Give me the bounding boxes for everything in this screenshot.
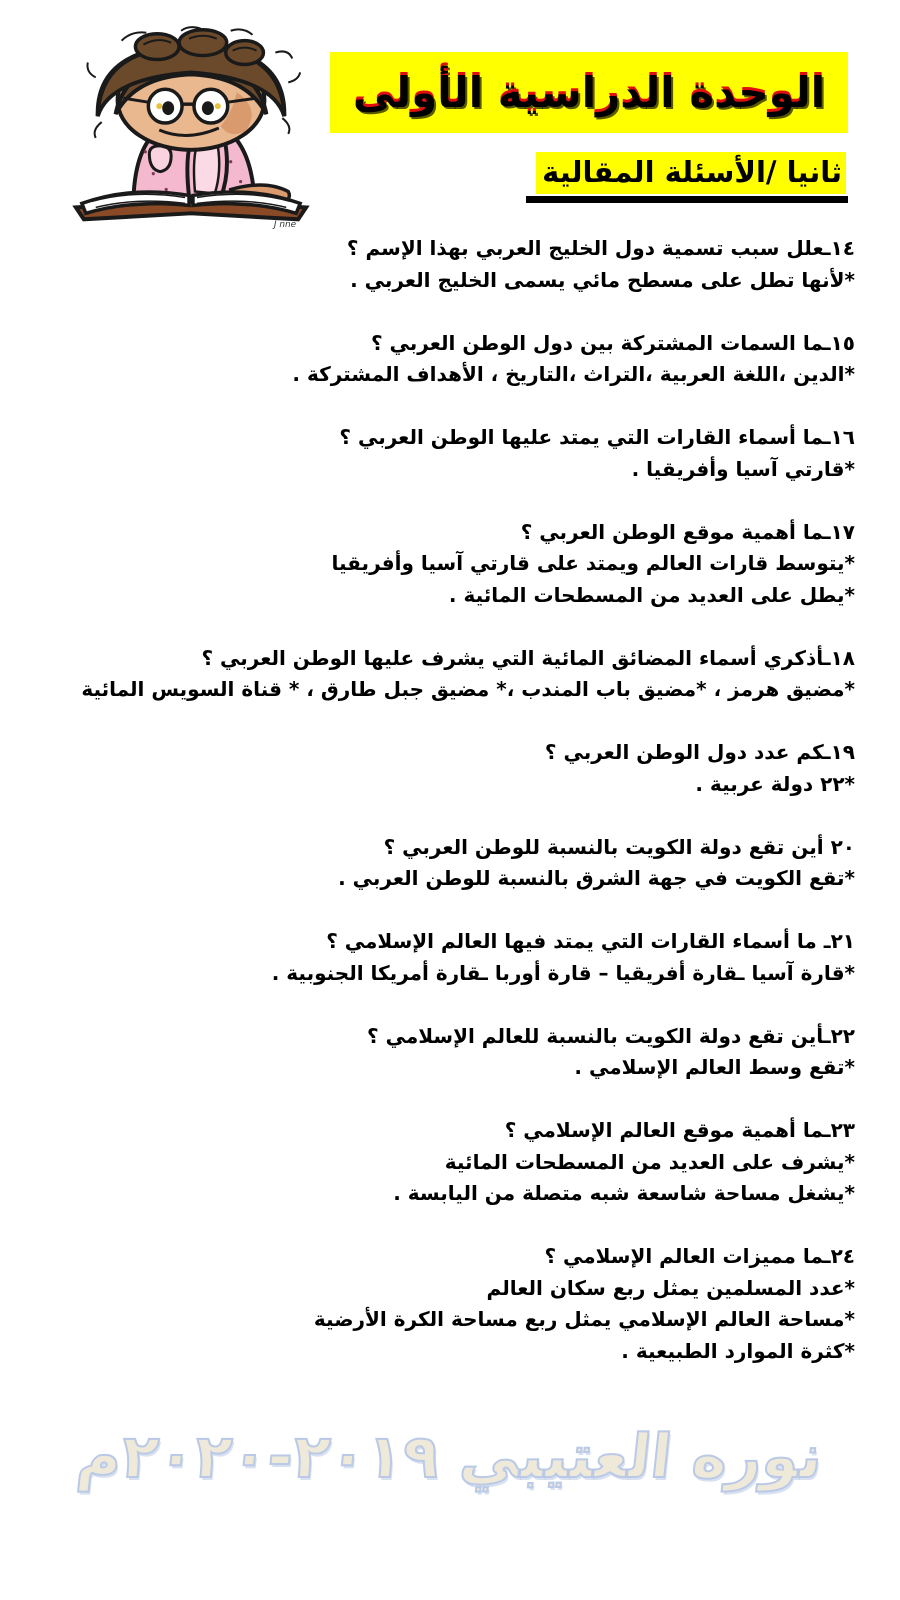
qa-block (40, 328, 855, 391)
artist-signature: J nne (273, 220, 297, 231)
qa-block (40, 737, 855, 800)
answer-line: *تقع الكويت في جهة الشرق بالنسبة للوطن العربي . (338, 866, 855, 890)
answer-line: *كثرة الموارد الطبيعية . (621, 1338, 855, 1363)
question-line: ١٥ـما السمات المشتركة بين دول الوطن العربي ؟ (370, 330, 855, 355)
question-line: ١٩ـكم عدد دول الوطن العربي ؟ (544, 740, 855, 764)
qa-list (40, 233, 855, 1399)
qa-block (40, 233, 855, 296)
question-line: ١٧ـما أهمية موقع الوطن العربي ؟ (520, 519, 855, 544)
qa-block (40, 517, 855, 612)
author-watermark: نوره العتيبي ٢٠١٩-٢٠٢٠م (73, 1422, 827, 1492)
question-line: ١٦ـما أسماء القارات التي يمتد عليها الوطن العربي ؟ (339, 425, 855, 449)
answer-line: *الدين ،اللغة العربية ،التراث ،التاريخ ، الأهداف المشتركة . (292, 362, 855, 386)
qa-block (40, 1115, 855, 1210)
answer-line: *قارتي آسيا وأفريقيا . (631, 456, 855, 481)
unit-title-banner (330, 52, 848, 133)
qa-block (40, 422, 855, 485)
question-line: ١٨ـأذكري أسماء المضائق المائية التي يشرف عليها الوطن العربي ؟ (201, 645, 855, 670)
qa-block (40, 926, 855, 989)
qa-block (40, 643, 855, 706)
question-line: ٢٢ـأين تقع دولة الكويت بالنسبة للعالم الإسلامي ؟ (367, 1023, 855, 1048)
answer-line: *٢٢ دولة عربية . (695, 771, 855, 796)
question-line: ٢٣ـما أهمية موقع العالم الإسلامي ؟ (504, 1118, 855, 1142)
question-line: ١٤ـعلل سبب تسمية دول الخليج العربي بهذا الإسم ؟ (346, 236, 855, 260)
answer-line: *عدد المسلمين يمثل ربع سكان العالم (486, 1275, 855, 1300)
qa-block (40, 832, 855, 895)
answer-line: *يشغل مساحة شاسعة شبه متصلة من اليابسة . (393, 1181, 855, 1205)
section-heading-underline (526, 152, 848, 203)
question-line: ٢٤ـما مميزات العالم الإسلامي ؟ (544, 1244, 855, 1268)
girl-reading-book-illustration (62, 22, 320, 232)
answer-line: *لأنها تطل على مسطح مائي يسمى الخليج العربي . (350, 267, 855, 292)
answer-line: *يطل على العديد من المسطحات المائية . (448, 582, 855, 607)
answer-line: *يتوسط قارات العالم ويمتد على قارتي آسيا وأفريقيا (331, 551, 855, 575)
section-heading: ثانيا /الأسئلة المقالية (536, 152, 846, 194)
qa-block (40, 1021, 855, 1084)
answer-line: *مضيق هرمز ، *مضيق باب المندب ،* مضيق جبل طارق ، * قناة السويس المائية (81, 677, 855, 701)
qa-block (40, 1241, 855, 1367)
answer-line: *مساحة العالم الإسلامي يمثل ربع مساحة الكرة الأرضية (313, 1307, 855, 1331)
answer-line: *يشرف على العديد من المسطحات المائية (444, 1149, 855, 1174)
question-line: ٢٠ أين تقع دولة الكويت بالنسبة للوطن العربي ؟ (383, 834, 855, 859)
dress-pocket (149, 146, 171, 172)
question-line: ٢١ـ ما أسماء القارات التي يمتد فيها العالم الإسلامي ؟ (326, 929, 855, 953)
unit-title: الوحدة الدراسية الأولى (352, 68, 826, 117)
answer-line: *قارة آسيا ـقارة أفريقيا – قارة أوربا ـقارة أمريكا الجنوبية . (271, 960, 855, 985)
answer-line: *تقع وسط العالم الإسلامي . (574, 1055, 855, 1079)
